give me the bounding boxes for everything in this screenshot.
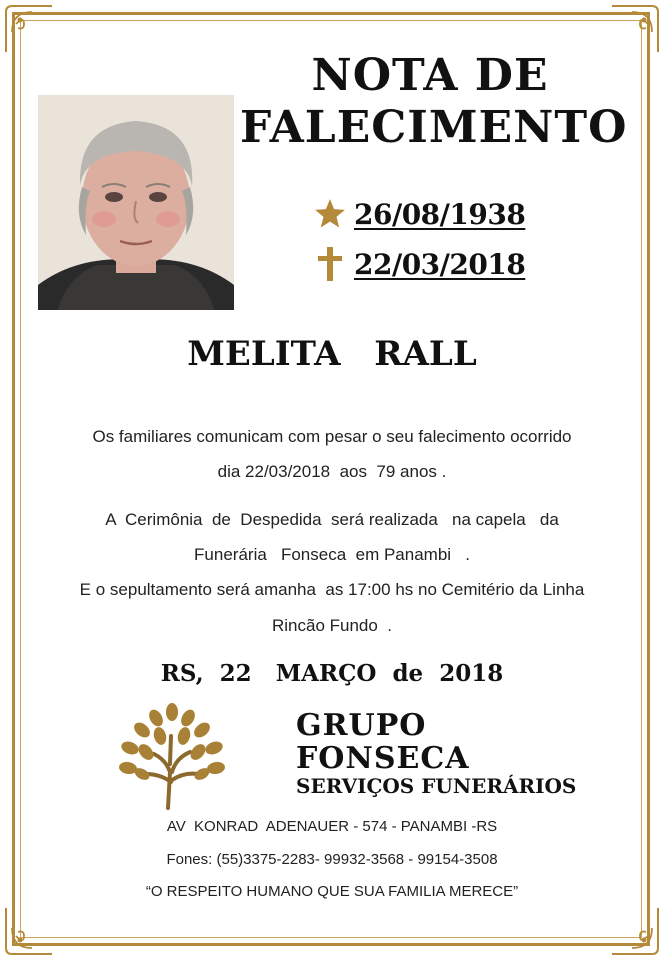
ceremony-line: Funerária Fonseca em Panambi .: [194, 545, 470, 564]
death-date: 22/03/2018: [354, 247, 526, 281]
ceremony-line: A Cerimônia de Despedida será realizada na capela da: [105, 510, 559, 529]
company-name-line2: FONSECA: [296, 741, 470, 776]
place-date: RS, 22 MARÇO de 2018: [160, 660, 504, 687]
cross-icon: [312, 246, 348, 282]
portrait-photo: [38, 95, 234, 310]
corner-ornament: [608, 2, 662, 56]
birth-date-row: [312, 196, 525, 232]
company-subtitle: SERVIÇOS FUNERÁRIOS: [296, 774, 577, 798]
birth-date: 26/08/1938: [354, 197, 526, 231]
star-icon: [312, 196, 348, 232]
company-address: AV KONRAD ADENAUER - 574 - PANAMBI -RS: [166, 818, 498, 835]
burial-line: Rincão Fundo .: [271, 616, 392, 635]
notice-title-line2: FALECIMENTO: [240, 102, 628, 153]
corner-ornament: [608, 904, 662, 958]
corner-ornament: [2, 904, 56, 958]
tree-icon: [116, 702, 228, 810]
announcement-line: Os familiares comunicam com pesar o seu falecimento ocorrido: [92, 427, 572, 446]
company-phones: Fones: (55)3375-2283- 99932-3568 - 99154-3508: [166, 851, 498, 868]
company-name-line1: GRUPO: [296, 708, 427, 743]
deceased-name: MELITA RALL: [187, 334, 477, 374]
burial-line: E o sepultamento será amanha as 17:00 hs no Cemitério da Linha: [79, 580, 585, 599]
corner-ornament: [2, 2, 56, 56]
notice-title-line1: NOTA DE: [311, 50, 549, 101]
company-slogan: “O RESPEITO HUMANO QUE SUA FAMILIA MERECE”: [145, 883, 519, 900]
death-date-row: [312, 246, 525, 282]
announcement-line: dia 22/03/2018 aos 79 anos .: [217, 462, 447, 481]
